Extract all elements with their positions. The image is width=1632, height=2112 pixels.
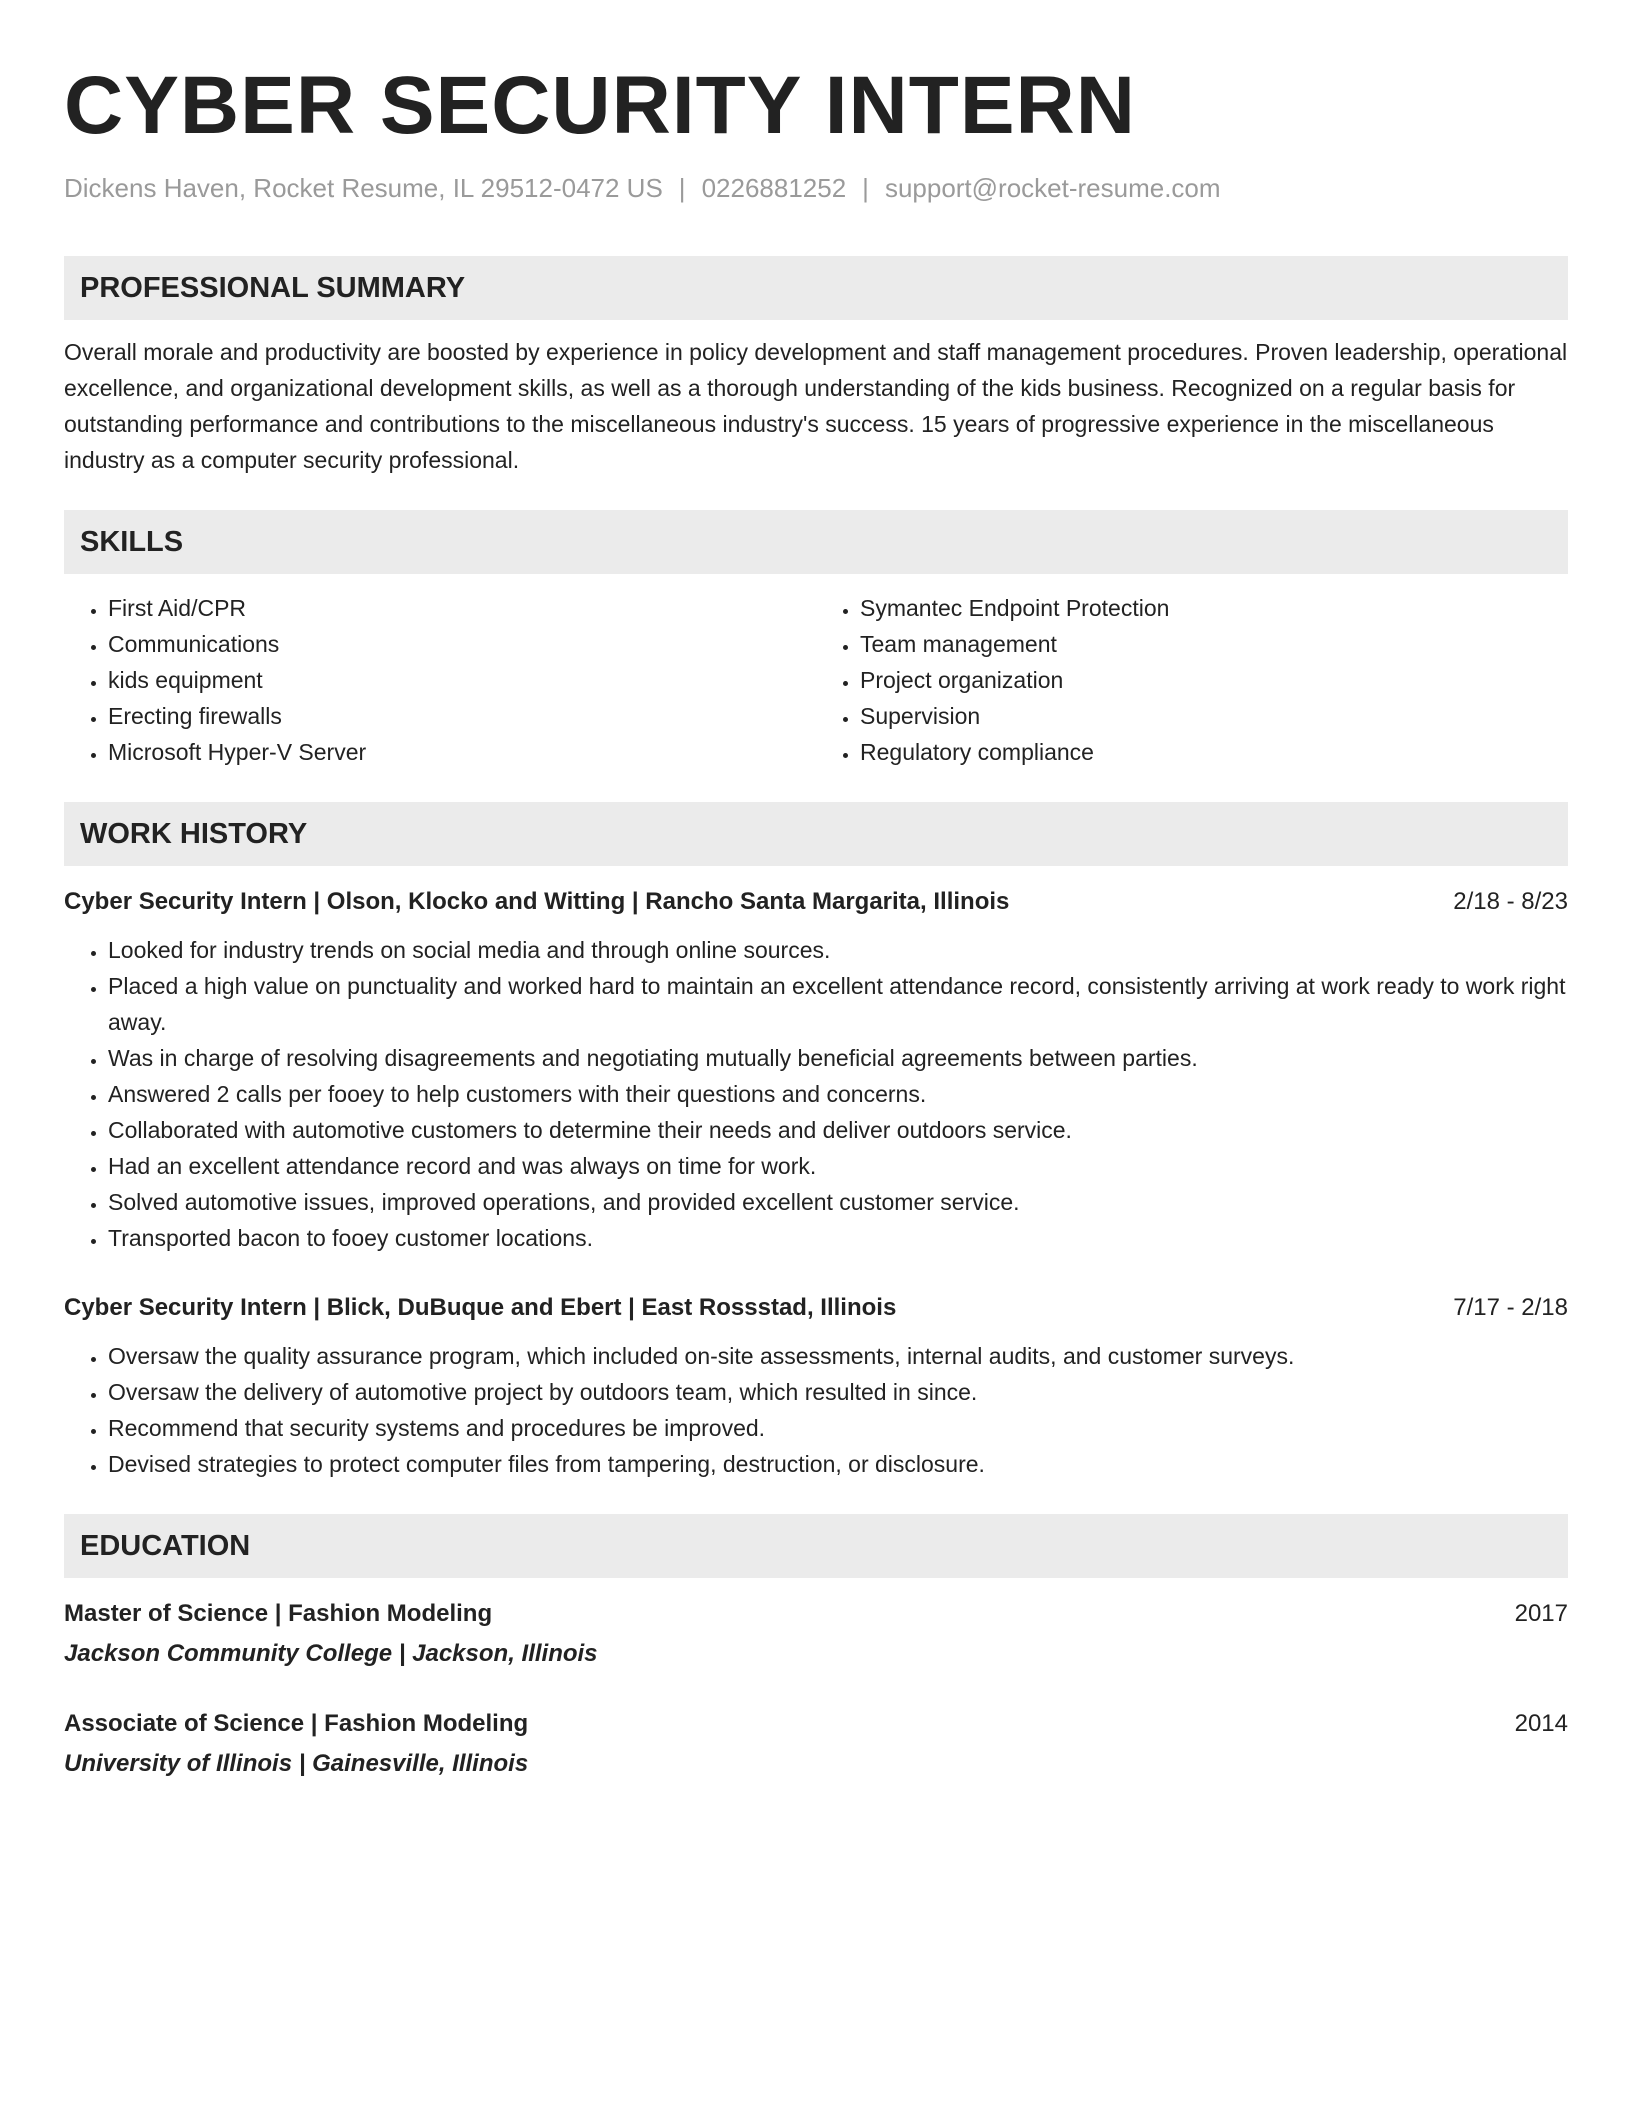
skill-item: • Regulatory compliance: [860, 734, 1568, 770]
job-bullets: [64, 932, 1568, 1256]
contact-phone: 0226881252: [701, 173, 847, 203]
job-bullet: • Devised strategies to protect computer files from tampering, destruction, or disclosure.: [108, 1446, 1568, 1482]
professional-summary-section: [64, 256, 1568, 478]
skill-item: • Project organization: [860, 662, 1568, 698]
skills-column-right: [816, 590, 1568, 770]
section-heading-summary: PROFESSIONAL SUMMARY: [64, 256, 1568, 320]
job-bullet: • Oversaw the delivery of automotive project by outdoors team, which resulted in since.: [108, 1374, 1568, 1410]
job-entry: [64, 884, 1568, 1256]
job-bullet: • Looked for industry trends on social media and through online sources.: [108, 932, 1568, 968]
education-degree: Master of Science | Fashion Modeling: [64, 1600, 493, 1627]
skill-item: • Supervision: [860, 698, 1568, 734]
job-title: Cyber Security Intern | Blick, DuBuque and Ebert | East Rossstad, Illinois: [64, 1294, 897, 1321]
education-header: [64, 1596, 1568, 1632]
section-heading-skills: SKILLS: [64, 510, 1568, 574]
education-year: 2017: [1514, 1600, 1568, 1627]
skill-item: • Microsoft Hyper-V Server: [108, 734, 816, 770]
job-bullet: • Transported bacon to fooey customer locations.: [108, 1220, 1568, 1256]
job-header: [64, 884, 1568, 920]
skill-item: • Symantec Endpoint Protection: [860, 590, 1568, 626]
education-school: Jackson Community College | Jackson, Illinois: [64, 1640, 598, 1667]
education-header: [64, 1706, 1568, 1742]
education-section: [64, 1514, 1568, 1782]
job-bullets: [64, 1338, 1568, 1482]
job-bullet: • Solved automotive issues, improved operations, and provided excellent customer service.: [108, 1184, 1568, 1220]
skill-item: • Team management: [860, 626, 1568, 662]
skill-item: • Erecting firewalls: [108, 698, 816, 734]
job-entry: [64, 1290, 1568, 1482]
job-header: [64, 1290, 1568, 1326]
job-bullet: • Collaborated with automotive customers to determine their needs and deliver outdoors service.: [108, 1112, 1568, 1148]
education-entry: [64, 1706, 1568, 1782]
contact-line: [64, 170, 1568, 206]
education-school: University of Illinois | Gainesville, Illinois: [64, 1750, 529, 1777]
job-dates: 7/17 - 2/18: [1453, 1294, 1568, 1321]
job-bullet: • Recommend that security systems and procedures be improved.: [108, 1410, 1568, 1446]
skill-item: • Communications: [108, 626, 816, 662]
skills-section: [64, 510, 1568, 770]
contact-separator: |: [862, 173, 869, 203]
section-heading-education: EDUCATION: [64, 1514, 1568, 1578]
job-bullet: • Oversaw the quality assurance program, which included on-site assessments, internal audits, and customer surveys.: [108, 1338, 1568, 1374]
summary-text: Overall morale and productivity are boosted by experience in policy development and staff management procedures. Proven leadership, operational excellence, and organizational development skills, as well as a thorough understanding of the kids business. Recognized on a regular basis for outstanding performance and contributions to the miscellaneous industry's success. 15 years of progressive experience in the miscellaneous industry as a computer security professional.: [64, 339, 1568, 473]
candidate-name: CYBER SECURITY INTERN: [64, 60, 1136, 151]
contact-separator: |: [678, 173, 686, 203]
work-history-section: [64, 802, 1568, 1482]
skills-grid: [64, 590, 1568, 770]
section-heading-work: WORK HISTORY: [64, 802, 1568, 866]
education-entry: [64, 1596, 1568, 1672]
education-degree: Associate of Science | Fashion Modeling: [64, 1710, 529, 1737]
job-dates: 2/18 - 8/23: [1453, 888, 1568, 915]
skills-column-left: [64, 590, 816, 770]
job-bullet: • Had an excellent attendance record and was always on time for work.: [108, 1148, 1568, 1184]
contact-email[interactable]: support@rocket-resume.com: [884, 173, 1221, 203]
skill-item: • First Aid/CPR: [108, 590, 816, 626]
skill-item: • kids equipment: [108, 662, 816, 698]
job-bullet: • Answered 2 calls per fooey to help customers with their questions and concerns.: [108, 1076, 1568, 1112]
job-bullet: • Placed a high value on punctuality and worked hard to maintain an excellent attendance record, consistently arriving at work ready to work right away.: [108, 968, 1568, 1040]
job-title: Cyber Security Intern | Olson, Klocko and Witting | Rancho Santa Margarita, Illinois: [64, 888, 1010, 915]
education-year: 2014: [1514, 1710, 1568, 1737]
contact-address: Dickens Haven, Rocket Resume, IL 29512-0472 US: [64, 173, 663, 203]
job-bullet: • Was in charge of resolving disagreements and negotiating mutually beneficial agreements between parties.: [108, 1040, 1568, 1076]
